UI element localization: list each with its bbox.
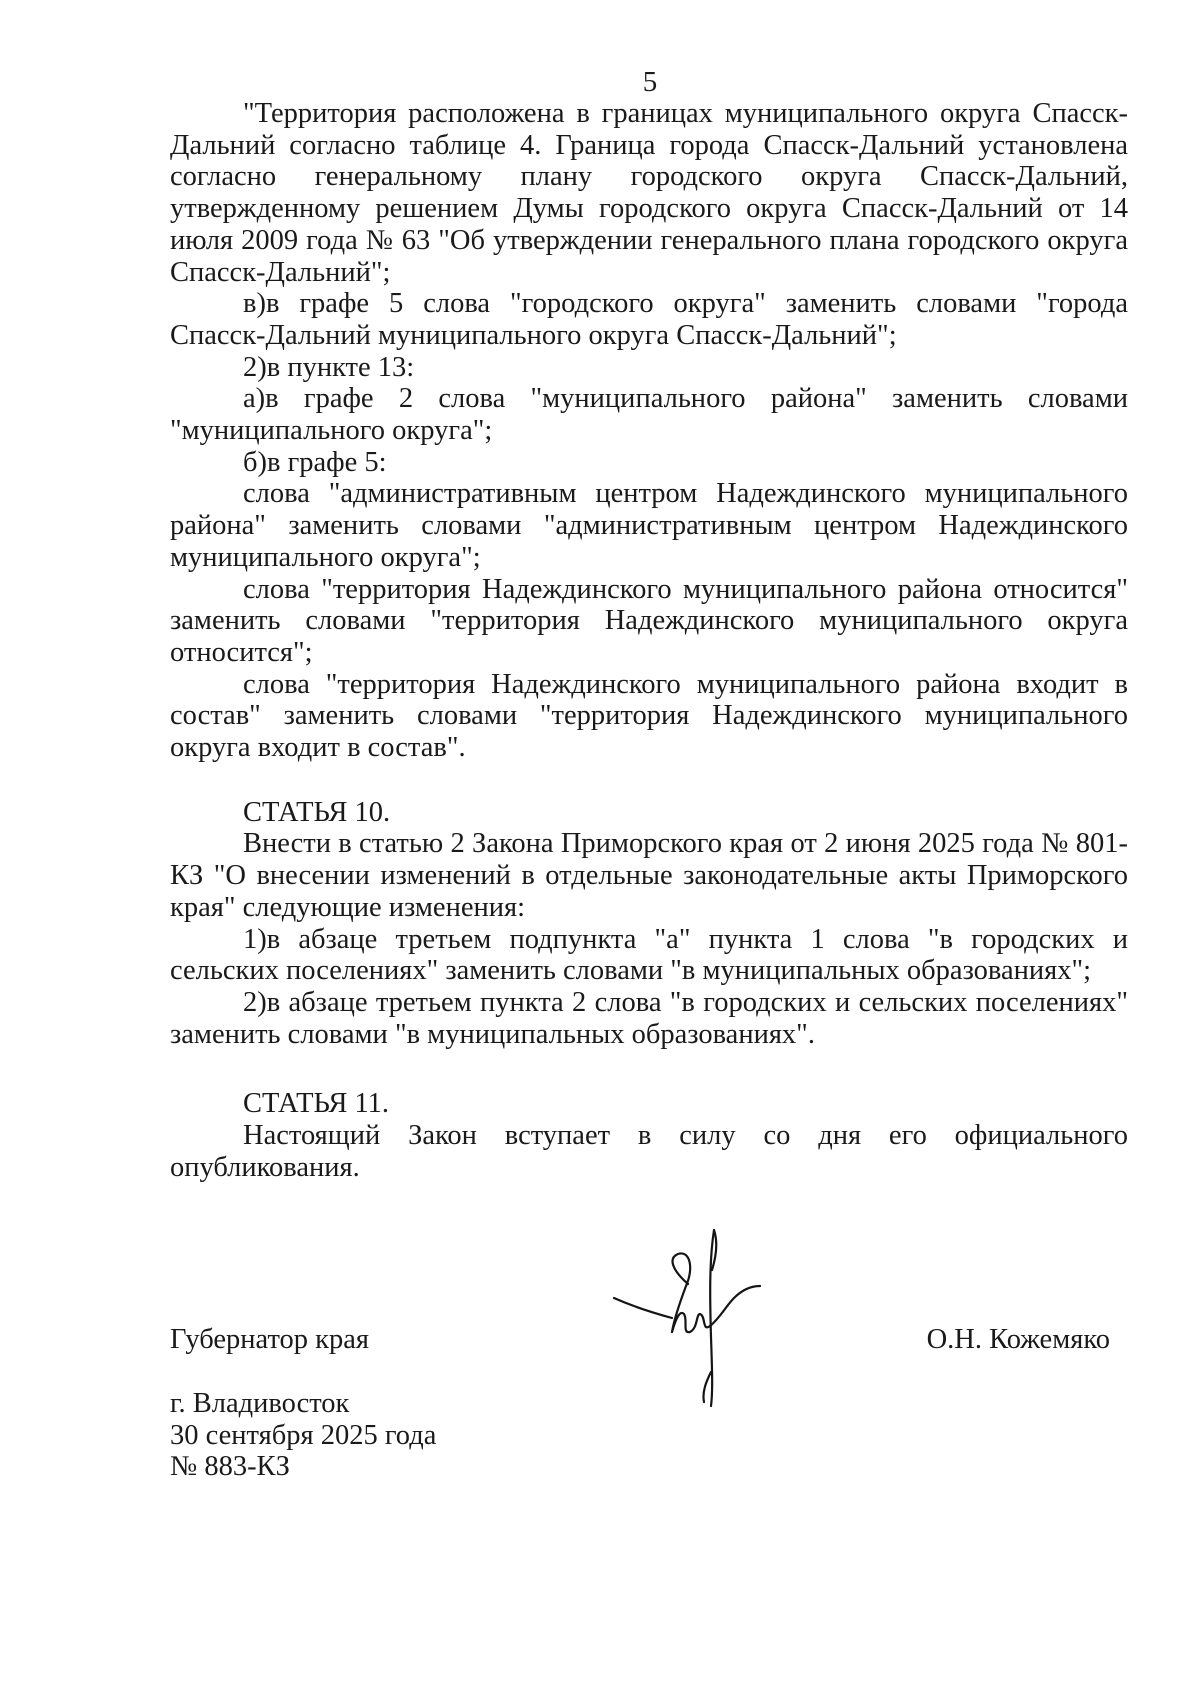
paragraph: а)в графе 2 слова "муниципального района" заменить словами "муниципального округа"; (170, 383, 1128, 447)
paragraph: слова "территория Надеждинского муниципального района входит в состав" заменить словами "территория Надеждинского муниципального округа входит в состав". (170, 668, 1128, 764)
paragraph: б)в графе 5: (243, 446, 387, 478)
signatory-position: Губернатор края (170, 1324, 370, 1355)
paragraph: Настоящий Закон вступает в силу со дня его официального опубликования. (170, 1120, 1128, 1183)
paragraph: слова "территория Надеждинского муниципального района относится" заменить словами "территория Надеждинского муниципального округа относится"; (170, 573, 1128, 668)
spacer (170, 764, 1128, 797)
law-number: № 883-КЗ (170, 1451, 290, 1483)
signature-block (170, 1324, 1110, 1364)
place-of-signing: г. Владивосток (170, 1388, 350, 1419)
document-body (170, 98, 1128, 1184)
paragraph: 2)в пункте 13: (243, 351, 415, 383)
signature-icon (610, 1222, 780, 1412)
paragraph: 2)в абзаце третьем пункта 2 слова "в городских и сельских поселениях" заменить словами "в муниципальных образованиях". (170, 986, 1128, 1050)
paragraph: Внести в статью 2 Закона Приморского края от 2 июня 2025 года № 801-КЗ "О внесении изменений в отдельные законодательные акты Приморского края" следующие изменения: (170, 828, 1128, 923)
spacer (170, 1050, 1128, 1088)
issue-details (170, 1388, 436, 1483)
paragraph: слова "административным центром Надеждинского муниципального района" заменить словами "административным центром Надеждинского муниципального округа"; (170, 478, 1128, 573)
paragraph: 1)в абзаце третьем подпункта "а" пункта 1 слова "в городских и сельских поселениях" заменить словами "в муниципальных образованиях"; (170, 923, 1128, 987)
signatory-name: О.Н. Кожемяко (926, 1324, 1110, 1355)
date-of-signing: 30 сентября 2025 года (170, 1419, 437, 1451)
page-number: 5 (642, 66, 658, 98)
article-10-heading: СТАТЬЯ 10. (243, 796, 391, 828)
paragraph: "Территория расположена в границах муниципального округа Спасск-Дальний согласно таблице 4. Граница города Спасск-Дальний установлена согласно генеральному плану городского округа Спасск-Дальний, утвержденному решением Думы городского округа Спасск-Дальний от 14 июля 2009 года № 63 "Об утверждении генерального плана городского округа Спасск-Дальний"; (170, 98, 1128, 288)
article-11-heading: СТАТЬЯ 11. (243, 1088, 390, 1120)
paragraph: в)в графе 5 слова "городского округа" заменить словами "города Спасск-Дальний муниципального округа Спасск-Дальний"; (170, 288, 1128, 351)
